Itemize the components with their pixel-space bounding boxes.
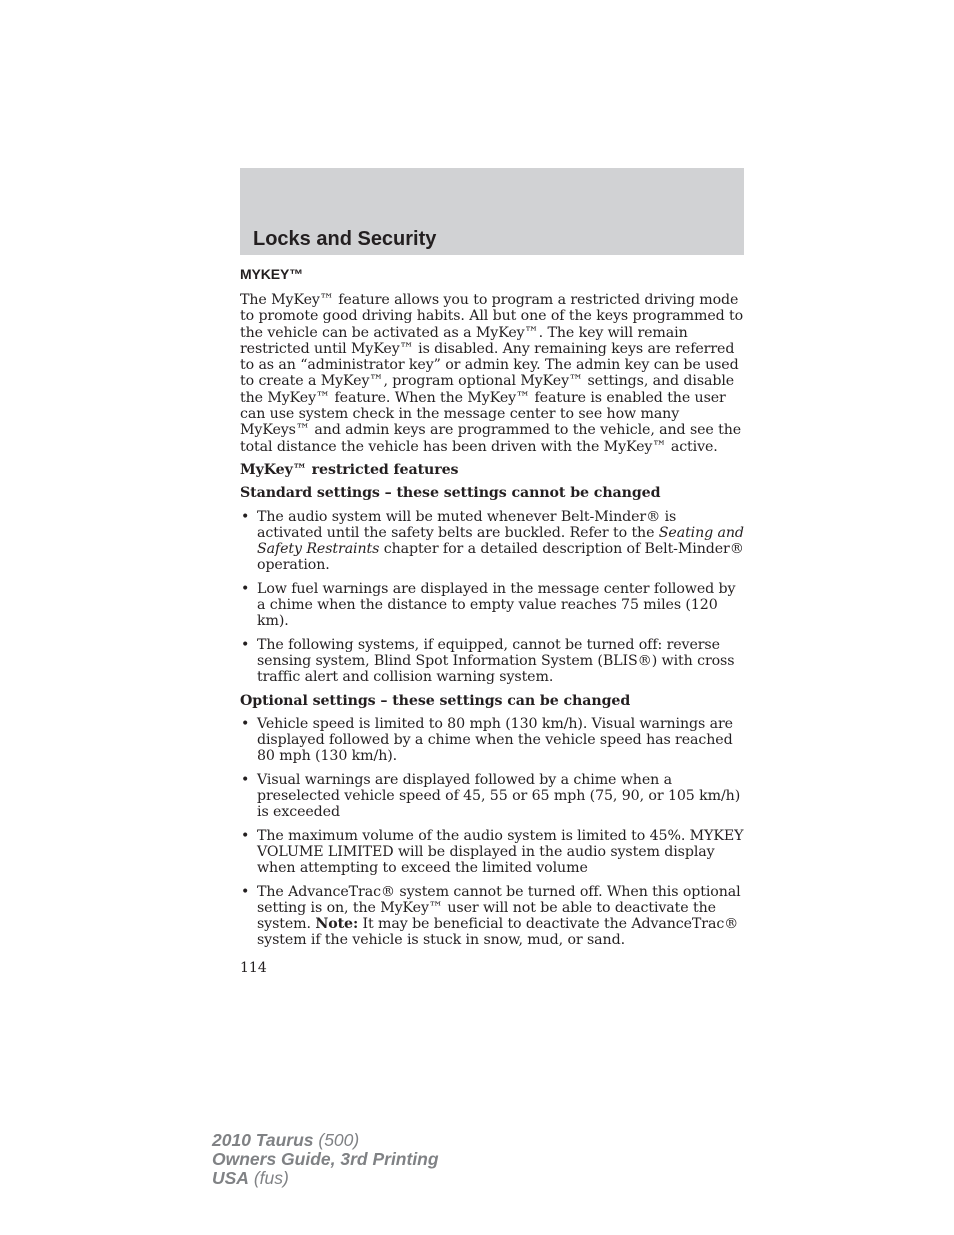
chapter-reference: Seating and Safety Restraints	[257, 524, 744, 558]
list-item: • Visual warnings are displayed followed by a chime when a preselected vehicle speed of 45, 55 or 65 mph (75, 90, or 105 km/h) is exceeded	[241, 771, 741, 821]
bullet-icon: •	[241, 580, 250, 597]
bullet-icon: •	[241, 508, 250, 525]
list-item: • The AdvanceTrac® system cannot be turned off. When this optional setting is on, the MyKey™ user will not be able to deactivate the system. Note: It may be beneficial to deactivate the AdvanceTrac® system if the vehicle is stuck in snow, mud, or sand.	[241, 883, 741, 949]
bullet-icon: •	[241, 827, 250, 844]
restricted-features-heading: MyKey™ restricted features	[240, 461, 459, 478]
standard-settings-heading: Standard settings – these settings cannot be changed	[240, 485, 661, 502]
list-item: • The audio system will be muted whenever Belt-Minder® is activated until the safety belts are buckled. Refer to the Seating and Safety Restraints chapter for a detailed description of Belt-Minder® operation.	[241, 508, 744, 574]
page-content	[240, 266, 744, 956]
page-number: 114	[240, 960, 267, 976]
intro-paragraph: The MyKey™ feature allows you to program a restricted driving mode to promote good driving habits. All but one of the keys programmed to the vehicle can be activated as a MyKey™. The key will remain restricted until MyKey™ is disabled. Any remaining keys are referred to as an “administrator key” or admin key. The admin key can be used to create a MyKey™, program optional MyKey™ settings, and disable the MyKey™ feature. When the MyKey™ feature is enabled the user can use system check in the message center to see how many MyKeys™ and admin keys are programmed to the vehicle, and see the total distance the vehicle has been driven with the MyKey™ active.	[240, 292, 744, 455]
list-item: • The maximum volume of the audio system is limited to 45%. MYKEY VOLUME LIMITED will be displayed in the audio system display when attempting to exceed the limited volume	[241, 827, 744, 877]
footer-line-market: USA (fus)	[212, 1168, 289, 1188]
bullet-icon: •	[241, 883, 250, 900]
optional-settings-list	[240, 716, 744, 949]
footer-line-model: 2010 Taurus (500)	[212, 1130, 360, 1150]
optional-settings-heading: Optional settings – these settings can be changed	[240, 692, 631, 709]
chapter-header-band	[240, 168, 744, 255]
footer-line-edition: Owners Guide, 3rd Printing	[212, 1149, 439, 1169]
bullet-icon: •	[241, 636, 250, 653]
chapter-title: Locks and Security	[253, 228, 437, 250]
list-item: • Low fuel warnings are displayed in the message center followed by a chime when the distance to empty value reaches 75 miles (120 km).	[241, 580, 736, 630]
bullet-icon: •	[241, 715, 250, 732]
document-footer	[212, 1131, 439, 1188]
standard-settings-list	[240, 509, 744, 686]
note-label: Note:	[315, 916, 359, 933]
bullet-icon: •	[241, 771, 250, 788]
list-item: • Vehicle speed is limited to 80 mph (130 km/h). Visual warnings are displayed followed by a chime when the vehicle speed has reached 80 mph (130 km/h).	[241, 715, 733, 765]
list-item: • The following systems, if equipped, cannot be turned off: reverse sensing system, Blind Spot Information System (BLIS®) with cross traffic alert and collision warning system.	[241, 636, 735, 686]
section-title: MYKEY™	[240, 266, 304, 282]
